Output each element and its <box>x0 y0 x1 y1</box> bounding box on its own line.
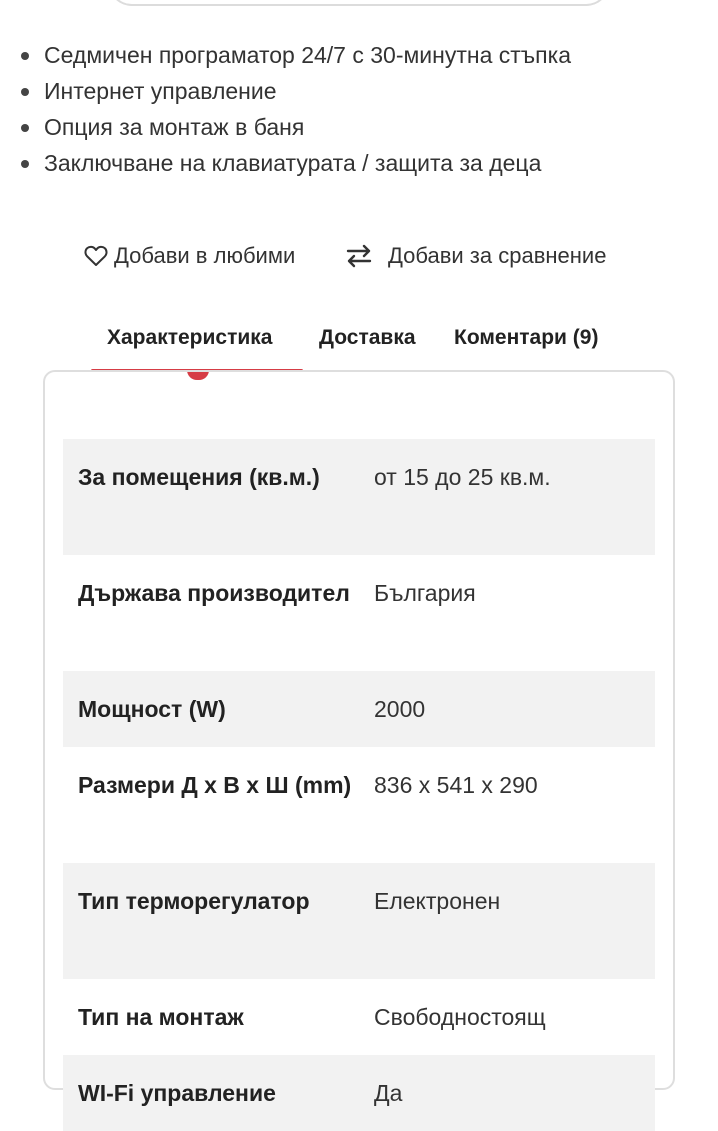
add-to-compare-button[interactable] <box>344 238 606 274</box>
spec-key: Тип на монтаж <box>78 1004 244 1030</box>
spec-value: от 15 до 25 кв.м. <box>359 439 655 555</box>
specs-table <box>63 439 655 1131</box>
table-row <box>63 1055 655 1131</box>
table-row <box>63 747 655 863</box>
previous-section-card-edge <box>108 0 610 6</box>
add-to-favorites-label: Добави в любими <box>114 243 296 268</box>
add-to-compare-label: Добави за сравнение <box>388 243 607 268</box>
feature-list <box>0 37 571 181</box>
table-row <box>63 439 655 555</box>
table-row <box>63 555 655 671</box>
table-row <box>63 671 655 747</box>
feature-item: Седмичен програматор 24/7 с 30-минутна стъпка <box>0 37 571 73</box>
spec-value: Електронен <box>359 863 655 979</box>
spec-value: Свободностоящ <box>374 1004 546 1030</box>
spec-key: Тип терморегулатор <box>63 863 359 979</box>
table-row <box>63 979 655 1055</box>
feature-item: Опция за монтаж в баня <box>0 109 571 145</box>
spec-key: Размери Д x В x Ш (mm) <box>78 772 352 798</box>
tab-delivery[interactable]: Доставка <box>319 326 416 349</box>
spec-key: Мощност (W) <box>63 671 359 747</box>
compare-arrows-icon <box>344 243 374 269</box>
tab-comments[interactable]: Коментари (9) <box>454 326 599 349</box>
spec-value: 2000 <box>359 671 655 747</box>
product-tabs <box>0 318 718 378</box>
add-to-favorites-button[interactable] <box>84 238 295 274</box>
feature-item: Заключване на клавиатурата / защита за деца <box>0 145 571 181</box>
spec-key: За помещения (кв.м.) <box>63 439 359 555</box>
tab-characteristics[interactable]: Характеристика <box>107 326 273 349</box>
spec-value: Да <box>359 1055 655 1131</box>
heart-outline-icon <box>84 245 108 267</box>
feature-item: Интернет управление <box>0 73 571 109</box>
product-actions <box>0 238 718 274</box>
spec-key: WI-Fi управление <box>63 1055 359 1131</box>
table-row <box>63 863 655 979</box>
spec-value: 836 x 541 x 290 <box>374 772 538 798</box>
spec-value: България <box>374 580 476 606</box>
spec-key: Държава производител <box>78 580 350 606</box>
